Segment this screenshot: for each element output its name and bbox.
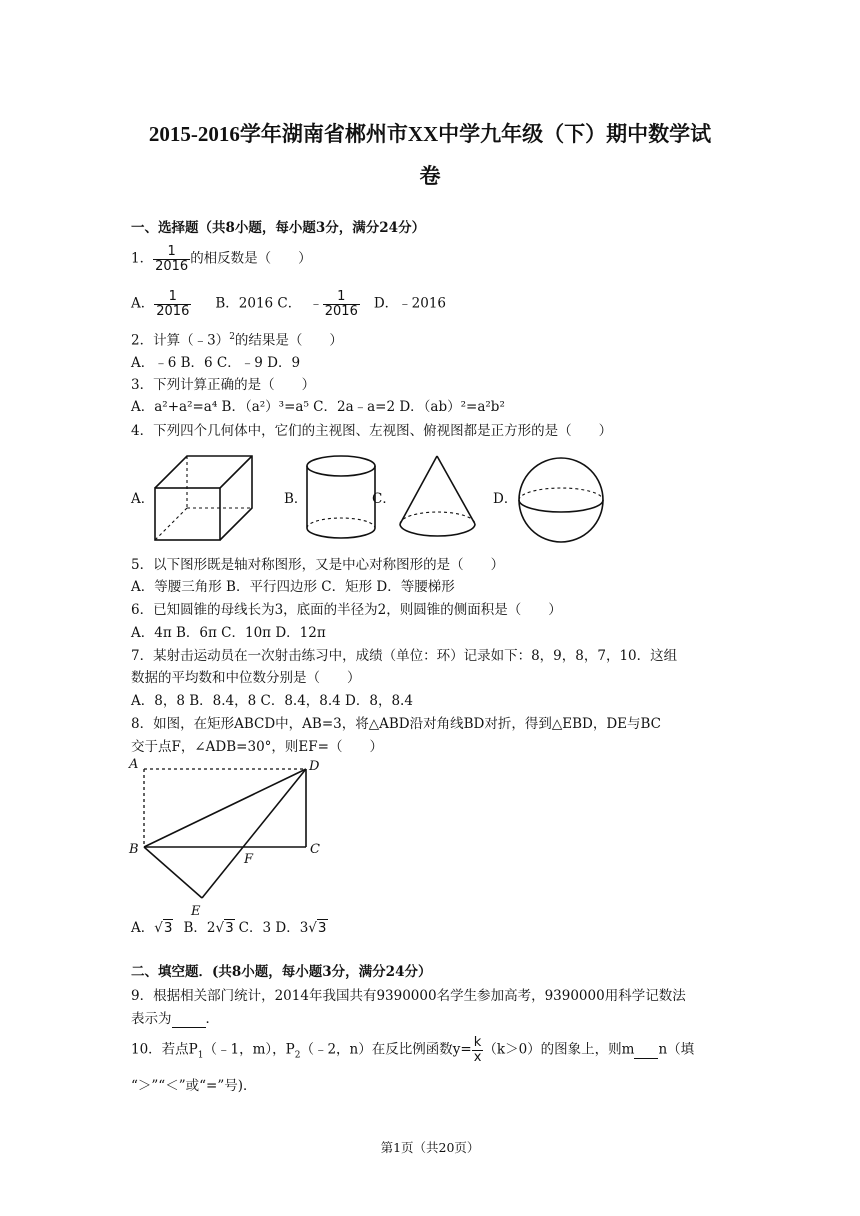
q1-options (131, 290, 446, 318)
q4-label-b: B． (284, 491, 308, 507)
q4-label-a: A． (131, 491, 155, 507)
q4-label-d: D． (493, 491, 518, 507)
q10-part4: （k＞0）的图象上，则m (483, 1041, 635, 1058)
q8-option-a-sqrt: √3 (154, 920, 173, 936)
question-7-line1: 7．某射击运动员在一次射击练习中，成绩（单位：环）记录如下：8，9，8，7，10．这组 (131, 648, 678, 664)
q8-option-a-label: A． (131, 920, 155, 936)
question-5: 5．以下图形既是轴对称图形，又是中心对称图形的是（ ） (131, 557, 505, 573)
question-8-line2: 交于点F，∠ADB=30°，则EF=（ ） (131, 739, 383, 755)
q10-sub2: 2 (294, 1050, 301, 1061)
q1-stem: 的相反数是（ ） (190, 250, 312, 267)
question-1 (131, 245, 312, 273)
q1-option-d: D．﹣2016 (373, 295, 447, 312)
q5-options: A．等腰三角形 B．平行四边形 C．矩形 D．等腰梯形 (131, 579, 455, 595)
q7-options: A．8，8 B．8.4，8 C．8.4，8.4 D．8，8.4 (131, 693, 413, 709)
q9-suffix: ． (205, 1011, 219, 1027)
q8-option-d-radicand: 3 (317, 920, 327, 936)
q6-options: A．4π B．6π C．10π D．12π (131, 625, 326, 641)
cube-figure (150, 452, 260, 544)
q1-option-a-den: 2016 (156, 303, 190, 319)
q10-fraction (472, 1036, 484, 1064)
q10-frac-den: x (473, 1049, 482, 1065)
q10-part2: （﹣1，m），P (203, 1041, 295, 1058)
q1-option-c-den: 2016 (324, 303, 358, 319)
q10-part3: （﹣2，n）在反比例函数y= (300, 1041, 472, 1058)
question-8-line1: 8．如图，在矩形ABCD中，AB=3，将△ABD沿对角线BD对折，得到△EBD，DE与BC (131, 716, 662, 732)
q10-part5: n（填 (658, 1041, 695, 1058)
q1-option-a-label: A． (131, 295, 155, 312)
q4-label-c: C． (372, 491, 396, 507)
page-footer: 第1页（共20页） (380, 1140, 480, 1155)
question-7-line2: 数据的平均数和中位数分别是（ ） (131, 670, 361, 686)
point-c-label: C (310, 842, 320, 857)
q9-prefix: 表示为 (131, 1011, 172, 1027)
q10-answer-blank[interactable] (634, 1042, 658, 1059)
q1-option-c-sign: ﹣ (309, 295, 323, 312)
q1-frac-den: 2016 (155, 258, 189, 274)
question-10-line1 (131, 1036, 694, 1064)
section-heading-choice: 一、选择题（共8小题，每小题3分，满分24分） (131, 220, 426, 236)
q1-option-a-num: 1 (168, 289, 177, 304)
q10-sub1: 1 (197, 1050, 204, 1061)
question-2 (131, 332, 343, 349)
point-b-label: B (129, 842, 139, 857)
q8-option-b-radicand: 3 (225, 920, 234, 936)
point-d-label: D (309, 759, 320, 774)
question-10-line2: “＞”“＜”或“=”号)． (131, 1078, 257, 1094)
q8-option-b-sqrt: √3 (215, 920, 234, 936)
q10-frac-num: k (473, 1035, 482, 1050)
q3-options: A．a²+a²=a⁴ B．（a²）³=a⁵ C．2a﹣a=2 D．（ab）²=a²b² (131, 399, 505, 415)
q2-exponent: 2 (229, 332, 235, 342)
q8-option-cd-label: C．3 D．3 (238, 920, 309, 936)
q8-option-a-radicand: 3 (163, 920, 173, 936)
q1-option-c-num: 1 (337, 289, 346, 304)
question-9-line1: 9．根据相关部门统计，2014年我国共有9390000名学生参加高考，9390000用科学记数法 (131, 988, 686, 1004)
q1-option-c-fraction (323, 290, 360, 318)
page-title-line1: 2015-2016学年湖南省郴州市XX中学九年级（下）期中数学试 (148, 122, 712, 146)
q1-option-a-fraction (154, 290, 191, 318)
rectangle-fold-figure (126, 755, 326, 917)
point-f-label: F (244, 852, 254, 867)
question-6: 6．已知圆锥的母线长为3，底面的半径为2，则圆锥的侧面积是（ ） (131, 602, 562, 618)
point-a-label: A (129, 757, 139, 772)
question-4: 4．下列四个几何体中，它们的主视图、左视图、俯视图都是正方形的是（ ） (131, 423, 613, 439)
q2-stem-tail: 的结果是（ ） (234, 332, 343, 349)
point-e-label: E (191, 904, 201, 919)
q10-part1: 10．若点P (131, 1041, 198, 1058)
cone-figure (395, 452, 485, 544)
question-9-line2 (131, 1011, 219, 1028)
q9-answer-blank[interactable] (172, 1011, 206, 1028)
q2-stem: 2．计算（﹣3） (131, 332, 230, 349)
q1-frac-num: 1 (167, 244, 176, 259)
q8-options (131, 920, 328, 936)
q1-option-b: B．2016 C． (215, 295, 302, 312)
q1-fraction (153, 245, 190, 273)
cylinder-figure (303, 452, 383, 544)
q8-option-b-label: B．2 (183, 920, 216, 936)
sphere-figure (515, 456, 607, 548)
question-3: 3．下列计算正确的是（ ） (131, 377, 316, 393)
section-heading-fill: 二、填空题．(共8小题，每小题3分，满分24分） (131, 964, 432, 980)
page-title-line2: 卷 (419, 164, 441, 188)
q1-number: 1． (131, 250, 154, 267)
q8-option-d-sqrt: √3 (308, 920, 327, 936)
q2-options: A．﹣6 B．6 C．﹣9 D．9 (131, 355, 301, 371)
